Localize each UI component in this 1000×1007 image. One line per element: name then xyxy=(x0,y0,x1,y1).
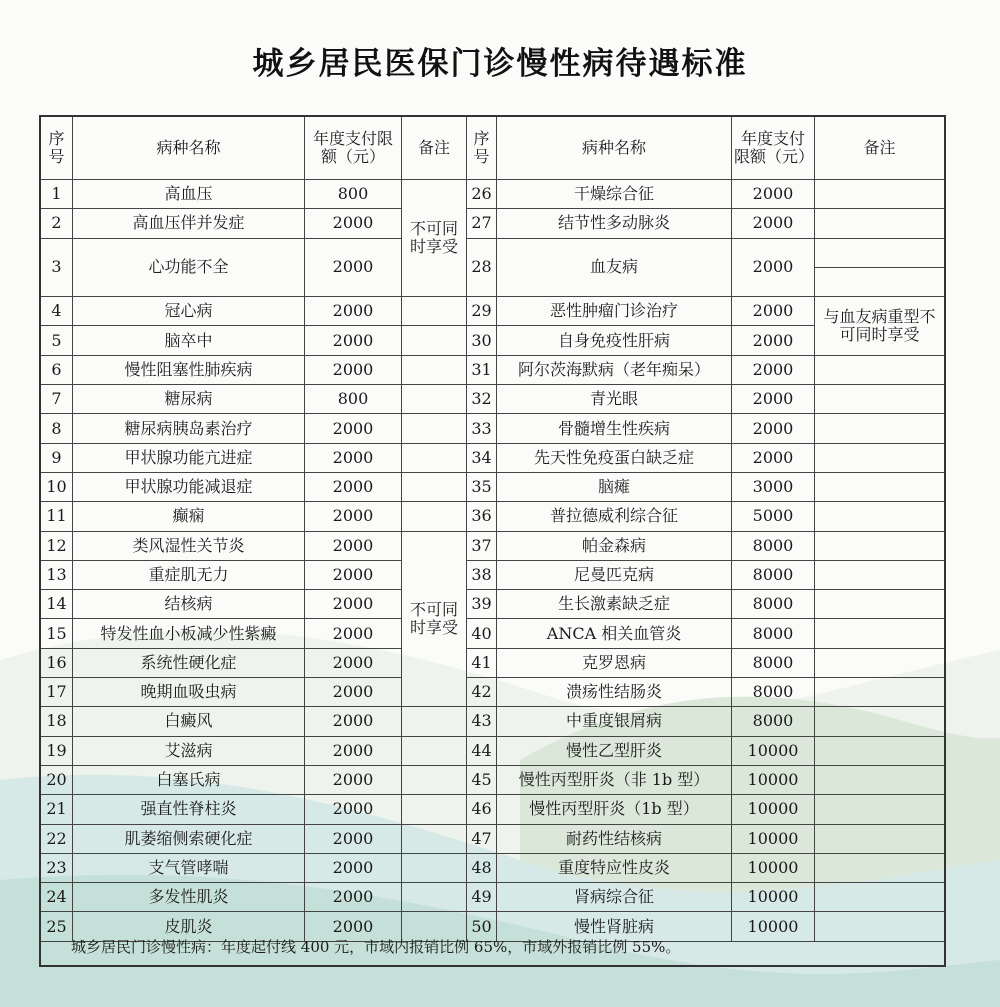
note-cell-empty xyxy=(815,209,944,238)
row-number: 41 xyxy=(467,649,497,678)
annual-limit: 2000 xyxy=(305,766,402,795)
annual-limit: 2000 xyxy=(732,385,815,414)
disease-name: 白塞氏病 xyxy=(73,766,305,795)
note-cell-empty xyxy=(815,649,944,678)
note-cell-empty xyxy=(402,297,467,326)
annual-limit: 8000 xyxy=(732,707,815,736)
note-hemophilia: 与血友病重型不可同时享受 xyxy=(815,297,944,356)
annual-limit: 2000 xyxy=(305,444,402,473)
note-cell-empty xyxy=(402,414,467,443)
disease-name: 慢性丙型肝炎（非 1b 型） xyxy=(497,766,732,795)
note-cell-empty xyxy=(402,444,467,473)
note-cell-empty xyxy=(815,854,944,883)
note-cell-empty xyxy=(402,854,467,883)
annual-limit: 2000 xyxy=(305,473,402,502)
header-note-right: 备注 xyxy=(815,117,944,180)
row-number: 6 xyxy=(41,356,73,385)
note-diabetes: 不可同时享受 xyxy=(402,532,467,708)
annual-limit: 2000 xyxy=(305,649,402,678)
note-cell-empty xyxy=(402,473,467,502)
row-number: 16 xyxy=(41,649,73,678)
row-number: 24 xyxy=(41,883,73,912)
annual-limit: 10000 xyxy=(732,883,815,912)
disease-name: 癫痫 xyxy=(73,502,305,531)
annual-limit: 2000 xyxy=(305,883,402,912)
row-number: 49 xyxy=(467,883,497,912)
disease-name: 特发性血小板减少性紫癜 xyxy=(73,619,305,648)
note-cell-empty xyxy=(815,268,944,297)
disease-name: 心功能不全 xyxy=(73,239,305,298)
annual-limit: 2000 xyxy=(305,209,402,238)
row-number: 40 xyxy=(467,619,497,648)
page-title: 城乡居民医保门诊慢性病待遇标准 xyxy=(252,46,748,82)
annual-limit: 5000 xyxy=(732,502,815,531)
annual-limit: 10000 xyxy=(732,737,815,766)
row-number: 31 xyxy=(467,356,497,385)
row-number: 34 xyxy=(467,444,497,473)
annual-limit: 8000 xyxy=(732,649,815,678)
annual-limit: 2000 xyxy=(305,795,402,824)
annual-limit: 3000 xyxy=(732,473,815,502)
row-number: 1 xyxy=(41,180,73,209)
row-number: 23 xyxy=(41,854,73,883)
note-cell-empty xyxy=(815,795,944,824)
annual-limit: 8000 xyxy=(732,561,815,590)
note-cell-empty xyxy=(815,825,944,854)
note-cell-empty xyxy=(402,883,467,912)
annual-limit: 2000 xyxy=(305,590,402,619)
row-number: 42 xyxy=(467,678,497,707)
row-number: 3 xyxy=(41,239,73,298)
disease-name: ANCA 相关血管炎 xyxy=(497,619,732,648)
row-number: 15 xyxy=(41,619,73,648)
row-number: 43 xyxy=(467,707,497,736)
disease-name: 高血压 xyxy=(73,180,305,209)
row-number: 21 xyxy=(41,795,73,824)
row-number: 39 xyxy=(467,590,497,619)
row-number: 38 xyxy=(467,561,497,590)
row-number: 47 xyxy=(467,825,497,854)
annual-limit: 2000 xyxy=(732,180,815,209)
row-number: 44 xyxy=(467,737,497,766)
disease-name: 先天性免疫蛋白缺乏症 xyxy=(497,444,732,473)
annual-limit: 10000 xyxy=(732,795,815,824)
disease-name: 强直性脊柱炎 xyxy=(73,795,305,824)
disease-name: 慢性丙型肝炎（1b 型） xyxy=(497,795,732,824)
annual-limit: 10000 xyxy=(732,766,815,795)
annual-limit: 2000 xyxy=(305,737,402,766)
annual-limit: 2000 xyxy=(305,297,402,326)
disease-name: 甲状腺功能减退症 xyxy=(73,473,305,502)
benefit-table xyxy=(39,115,946,967)
annual-limit: 2000 xyxy=(305,356,402,385)
disease-name: 耐药性结核病 xyxy=(497,825,732,854)
note-cell-empty xyxy=(402,737,467,766)
row-number: 17 xyxy=(41,678,73,707)
row-number: 26 xyxy=(467,180,497,209)
header-name-left: 病种名称 xyxy=(73,117,305,180)
row-number: 37 xyxy=(467,532,497,561)
disease-name: 脑瘫 xyxy=(497,473,732,502)
disease-name: 克罗恩病 xyxy=(497,649,732,678)
disease-name: 肾病综合征 xyxy=(497,883,732,912)
header-seq-left: 序号 xyxy=(41,117,73,180)
row-number: 33 xyxy=(467,414,497,443)
note-cell-empty xyxy=(815,590,944,619)
row-number: 50 xyxy=(467,912,497,941)
disease-name: 类风湿性关节炎 xyxy=(73,532,305,561)
row-number: 25 xyxy=(41,912,73,941)
row-number: 2 xyxy=(41,209,73,238)
note-cell-empty xyxy=(815,532,944,561)
disease-name: 干燥综合征 xyxy=(497,180,732,209)
annual-limit: 2000 xyxy=(305,854,402,883)
note-cell-empty xyxy=(815,502,944,531)
annual-limit: 2000 xyxy=(732,326,815,355)
disease-name: 支气管哮喘 xyxy=(73,854,305,883)
disease-name: 皮肌炎 xyxy=(73,912,305,941)
note-cell-empty xyxy=(402,356,467,385)
disease-name: 尼曼匹克病 xyxy=(497,561,732,590)
disease-name: 慢性肾脏病 xyxy=(497,912,732,941)
header-note-left: 备注 xyxy=(402,117,467,180)
annual-limit: 2000 xyxy=(305,825,402,854)
row-number: 18 xyxy=(41,707,73,736)
row-number: 22 xyxy=(41,825,73,854)
header-name-right: 病种名称 xyxy=(497,117,732,180)
disease-name: 血友病 xyxy=(497,239,732,298)
disease-name: 中重度银屑病 xyxy=(497,707,732,736)
disease-name: 白癜风 xyxy=(73,707,305,736)
note-cell-empty xyxy=(815,766,944,795)
row-number: 10 xyxy=(41,473,73,502)
row-number: 4 xyxy=(41,297,73,326)
note-cell-empty xyxy=(815,473,944,502)
row-number: 11 xyxy=(41,502,73,531)
note-cell-empty xyxy=(815,737,944,766)
note-cell-empty xyxy=(815,356,944,385)
annual-limit: 2000 xyxy=(305,912,402,941)
disease-name: 晚期血吸虫病 xyxy=(73,678,305,707)
annual-limit: 8000 xyxy=(732,678,815,707)
disease-name: 重症肌无力 xyxy=(73,561,305,590)
note-cell-empty xyxy=(815,414,944,443)
row-number: 13 xyxy=(41,561,73,590)
row-number: 27 xyxy=(467,209,497,238)
row-number: 30 xyxy=(467,326,497,355)
annual-limit: 8000 xyxy=(732,590,815,619)
note-cell-empty xyxy=(402,766,467,795)
note-hypertension: 不可同时享受 xyxy=(402,180,467,297)
annual-limit: 8000 xyxy=(732,619,815,648)
annual-limit: 2000 xyxy=(305,619,402,648)
annual-limit: 2000 xyxy=(732,414,815,443)
annual-limit: 2000 xyxy=(305,502,402,531)
disease-name: 甲状腺功能亢进症 xyxy=(73,444,305,473)
disease-name: 脑卒中 xyxy=(73,326,305,355)
annual-limit: 2000 xyxy=(305,239,402,298)
annual-limit: 10000 xyxy=(732,854,815,883)
disease-name: 重度特应性皮炎 xyxy=(497,854,732,883)
annual-limit: 10000 xyxy=(732,825,815,854)
row-number: 19 xyxy=(41,737,73,766)
row-number: 35 xyxy=(467,473,497,502)
note-cell-empty xyxy=(402,502,467,531)
header-limit-right: 年度支付限额（元） xyxy=(732,117,815,180)
annual-limit: 2000 xyxy=(305,414,402,443)
annual-limit: 2000 xyxy=(732,444,815,473)
disease-name: 青光眼 xyxy=(497,385,732,414)
row-number: 36 xyxy=(467,502,497,531)
disease-name: 冠心病 xyxy=(73,297,305,326)
note-cell-empty xyxy=(815,444,944,473)
note-cell-empty xyxy=(402,326,467,355)
row-number: 46 xyxy=(467,795,497,824)
note-cell-empty xyxy=(815,678,944,707)
disease-name: 结核病 xyxy=(73,590,305,619)
annual-limit: 10000 xyxy=(732,912,815,941)
note-cell-empty xyxy=(815,239,944,268)
annual-limit: 2000 xyxy=(732,356,815,385)
note-cell-empty xyxy=(815,180,944,209)
note-cell-empty xyxy=(815,619,944,648)
disease-name: 艾滋病 xyxy=(73,737,305,766)
annual-limit: 800 xyxy=(305,180,402,209)
row-number: 29 xyxy=(467,297,497,326)
disease-name: 高血压伴并发症 xyxy=(73,209,305,238)
disease-name: 肌萎缩侧索硬化症 xyxy=(73,825,305,854)
note-cell-empty xyxy=(402,825,467,854)
disease-name: 帕金森病 xyxy=(497,532,732,561)
disease-name: 糖尿病 xyxy=(73,385,305,414)
footer-note: 城乡居民门诊慢性病：年度起付线 400 元，市域内报销比例 65%，市域外报销比例 55%。 xyxy=(71,937,681,956)
disease-name: 阿尔茨海默病（老年痴呆） xyxy=(497,356,732,385)
note-cell-empty xyxy=(815,707,944,736)
annual-limit: 2000 xyxy=(305,561,402,590)
row-number: 7 xyxy=(41,385,73,414)
row-number: 32 xyxy=(467,385,497,414)
disease-name: 慢性阻塞性肺疾病 xyxy=(73,356,305,385)
row-number: 9 xyxy=(41,444,73,473)
annual-limit: 2000 xyxy=(305,326,402,355)
annual-limit: 2000 xyxy=(305,678,402,707)
row-number: 48 xyxy=(467,854,497,883)
note-cell-empty xyxy=(402,795,467,824)
row-number: 45 xyxy=(467,766,497,795)
annual-limit: 2000 xyxy=(305,532,402,561)
disease-name: 生长激素缺乏症 xyxy=(497,590,732,619)
row-number: 8 xyxy=(41,414,73,443)
disease-name: 骨髓增生性疾病 xyxy=(497,414,732,443)
note-cell-empty xyxy=(815,385,944,414)
row-number: 28 xyxy=(467,239,497,298)
row-number: 20 xyxy=(41,766,73,795)
annual-limit: 8000 xyxy=(732,532,815,561)
disease-name: 系统性硬化症 xyxy=(73,649,305,678)
note-cell-empty xyxy=(402,707,467,736)
note-cell-empty xyxy=(815,561,944,590)
row-number: 5 xyxy=(41,326,73,355)
annual-limit: 2000 xyxy=(305,707,402,736)
annual-limit: 800 xyxy=(305,385,402,414)
disease-name: 恶性肿瘤门诊治疗 xyxy=(497,297,732,326)
annual-limit: 2000 xyxy=(732,209,815,238)
row-number: 12 xyxy=(41,532,73,561)
annual-limit: 2000 xyxy=(732,297,815,326)
disease-name: 慢性乙型肝炎 xyxy=(497,737,732,766)
header-seq-right: 序号 xyxy=(467,117,497,180)
note-cell-empty xyxy=(402,385,467,414)
header-limit-left: 年度支付限额（元） xyxy=(305,117,402,180)
note-cell-empty xyxy=(815,883,944,912)
disease-name: 普拉德威利综合征 xyxy=(497,502,732,531)
row-number: 14 xyxy=(41,590,73,619)
disease-name: 糖尿病胰岛素治疗 xyxy=(73,414,305,443)
disease-name: 多发性肌炎 xyxy=(73,883,305,912)
annual-limit: 2000 xyxy=(732,239,815,298)
disease-name: 结节性多动脉炎 xyxy=(497,209,732,238)
disease-name: 溃疡性结肠炎 xyxy=(497,678,732,707)
disease-name: 自身免疫性肝病 xyxy=(497,326,732,355)
table-grid xyxy=(41,117,944,936)
